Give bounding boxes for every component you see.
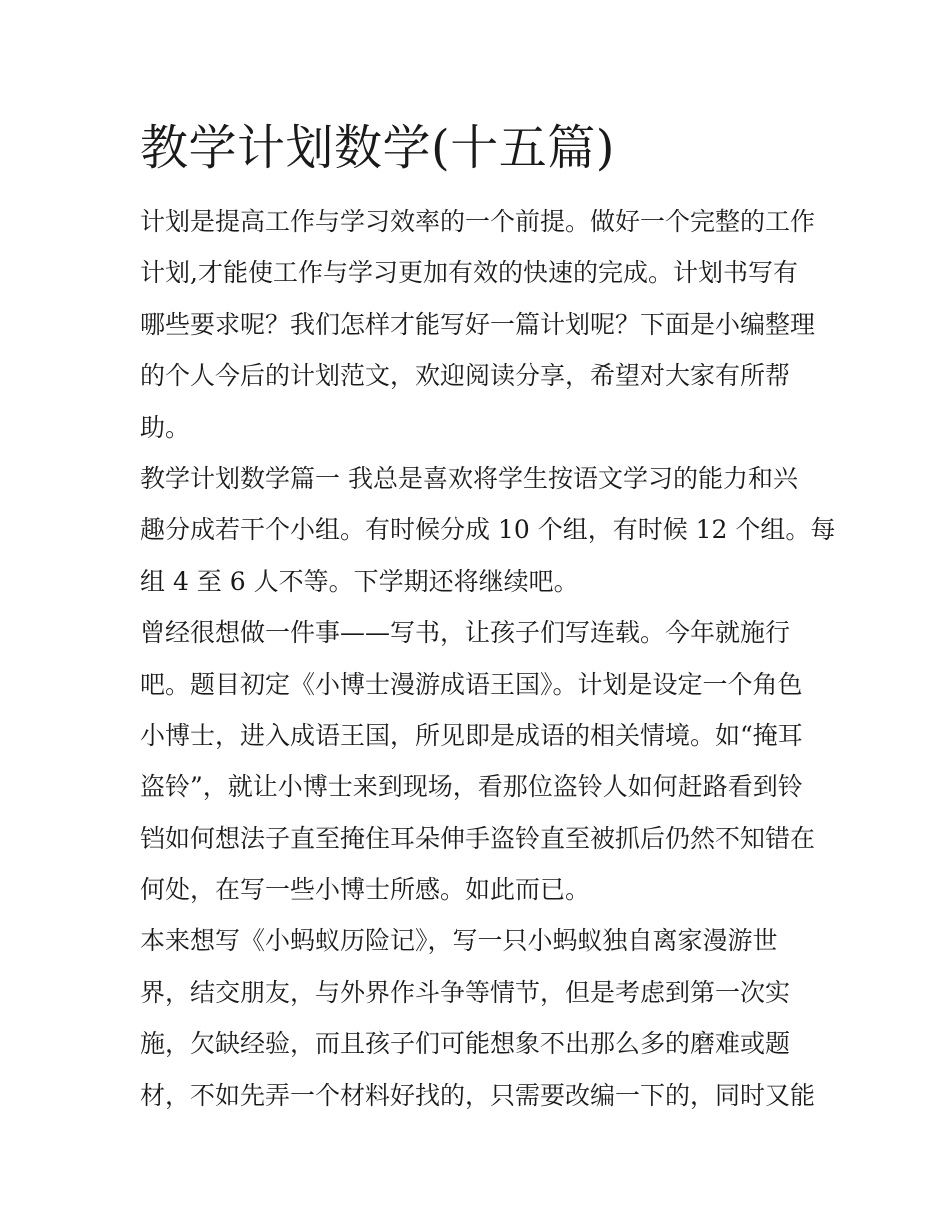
text-line: 的个人今后的计划范文，欢迎阅读分享，希望对大家有所帮 bbox=[140, 361, 791, 391]
text-line: 教学计划数学篇一 我总是喜欢将学生按语文学习的能力和兴 bbox=[140, 463, 798, 493]
text-line: 本来想写《小蚂蚁历险记》，写一只小蚂蚁独自离家漫游世 bbox=[140, 926, 778, 956]
text-line: 铛如何想法子直至掩住耳朵伸手盗铃直至被抓后仍然不知错在 bbox=[140, 823, 816, 853]
text-line: 小博士，进入成语王国，所见即是成语的相关情境。如“掩耳 bbox=[140, 720, 803, 750]
text-line: 施，欠缺经验，而且孩子们可能想象不出那么多的磨难或题 bbox=[140, 1029, 791, 1059]
text-line: 计划是提高工作与学习效率的一个前提。做好一个完整的工作 bbox=[140, 207, 816, 236]
text-line: 计划,才能使工作与学习更加有效的快速的完成。计划书写有 bbox=[140, 258, 798, 288]
paragraph-section-one bbox=[140, 453, 836, 607]
text-line: 吧。题目初定《小博士漫游成语王国》。计划是设定一个角色 bbox=[140, 669, 803, 699]
text-line: 曾经很想做一件事——写书，让孩子们写连载。今年就施行 bbox=[140, 618, 791, 648]
text-line: 何处，在写一些小博士所感。如此而已。 bbox=[140, 875, 591, 905]
text-line: 趣分成若干个小组。有时候分成 10 个组，有时候 12 个组。每 bbox=[140, 515, 836, 545]
paragraph-book-plan bbox=[140, 607, 816, 915]
document-title: 教学计划数学(十五篇) bbox=[140, 120, 615, 176]
text-line: 助。 bbox=[140, 412, 191, 442]
text-line: 材，不如先弄一个材料好找的，只需要改编一下的，同时又能 bbox=[140, 1080, 816, 1110]
text-line: 盗铃”，就让小博士来到现场，看那位盗铃人如何赶路看到铃 bbox=[140, 772, 803, 802]
document-body bbox=[140, 196, 836, 1121]
text-line: 界，结交朋友，与外界作斗争等情节，但是考虑到第一次实 bbox=[140, 977, 791, 1007]
text-line: 哪些要求呢？我们怎样才能写好一篇计划呢？下面是小编整理 bbox=[140, 309, 816, 339]
text-line: 组 4 至 6 人不等。下学期还将继续吧。 bbox=[140, 566, 579, 596]
paragraph-ant-story bbox=[140, 915, 816, 1121]
paragraph-intro bbox=[140, 196, 816, 453]
